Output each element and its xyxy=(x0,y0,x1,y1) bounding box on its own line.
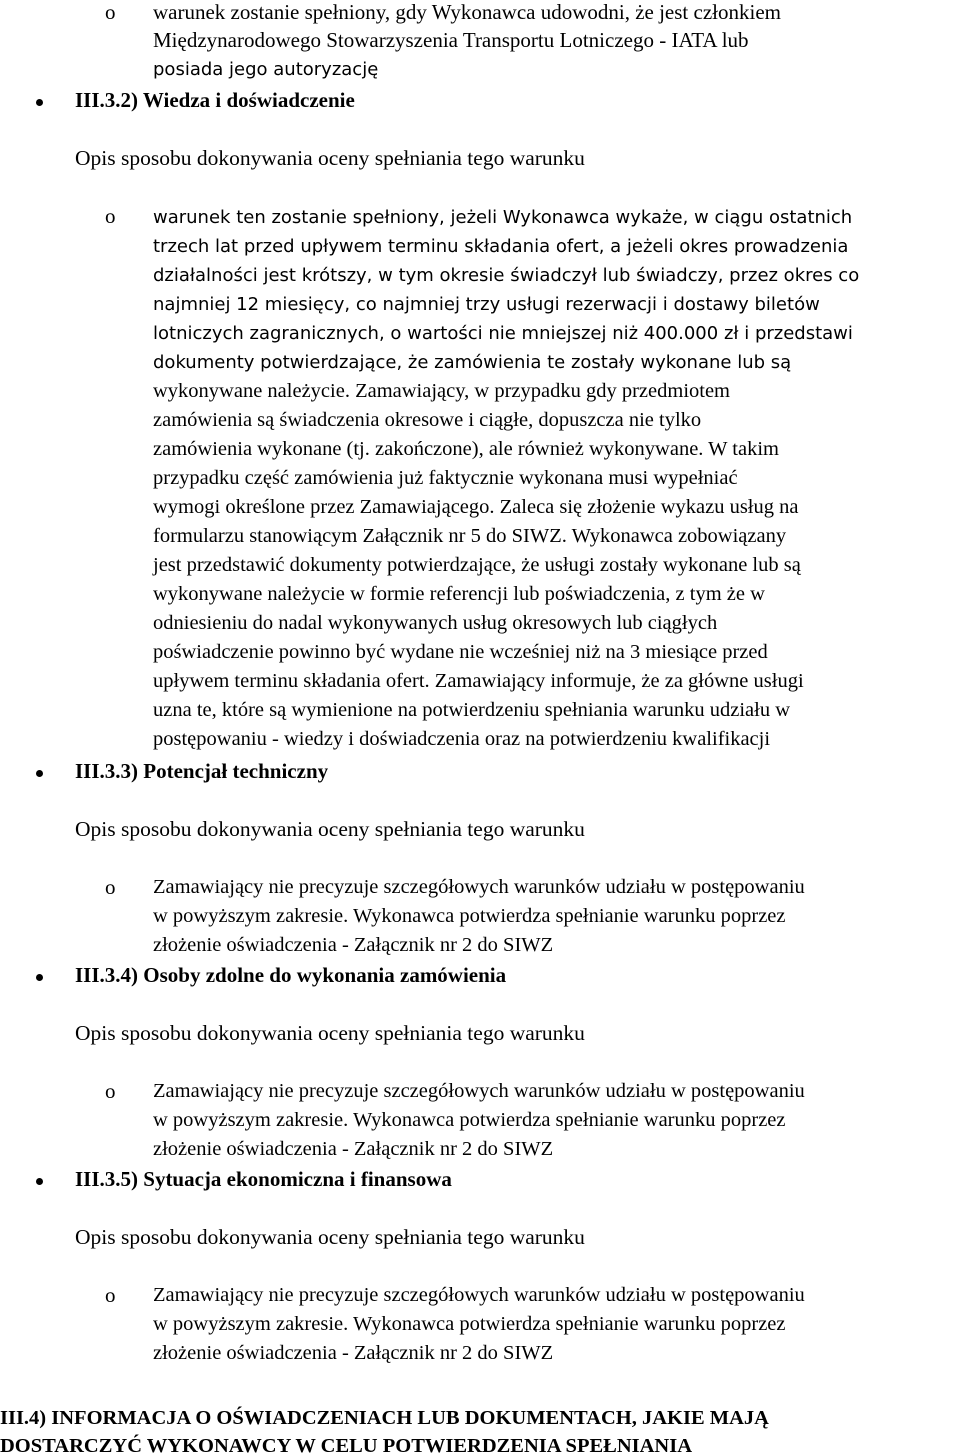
section-bullet-dot xyxy=(36,99,43,106)
section-item-line: Zamawiający nie precyzuje szczegółowych warunków udziału w postępowaniu xyxy=(153,1284,805,1306)
section-item-line: Zamawiający nie precyzuje szczegółowych warunków udziału w postępowaniu xyxy=(153,1080,805,1102)
section-item-line: trzech lat przed upływem terminu składania ofert, a jeżeli okres prowadzenia xyxy=(153,236,849,257)
section-item-line: dokumenty potwierdzające, że zamówienia te zostały wykonane lub są xyxy=(153,352,792,373)
intro-item-line: Międzynarodowego Stowarzyszenia Transportu Lotniczego - IATA lub xyxy=(153,28,749,52)
section-item-line: Zamawiający nie precyzuje szczegółowych warunków udziału w postępowaniu xyxy=(153,876,805,898)
section-opis: Opis sposobu dokonywania oceny spełniania tego warunku xyxy=(75,817,585,841)
list-bullet-o: o xyxy=(105,0,116,24)
list-bullet-o: o xyxy=(105,204,116,228)
section-item-line: wykonywane należycie w formie referencji lub poświadczenia, z tym że w xyxy=(153,583,765,605)
section-bullet-dot xyxy=(36,770,43,777)
section-bullet-dot xyxy=(36,974,43,981)
section-item-line: lotniczych zagranicznych, o wartości nie mniejszej niż 400.000 zł i przedstawi xyxy=(153,323,853,344)
section-bullet-dot xyxy=(36,1178,43,1185)
list-bullet-o: o xyxy=(105,1079,116,1103)
section-item-line: złożenie oświadczenia - Załącznik nr 2 do SIWZ xyxy=(153,1138,554,1160)
section-item-line: złożenie oświadczenia - Załącznik nr 2 do SIWZ xyxy=(153,1342,554,1364)
section-item-line: uzna te, które są wymienione na potwierdzeniu spełniania warunku udziału w xyxy=(153,699,791,721)
section-opis: Opis sposobu dokonywania oceny spełniania tego warunku xyxy=(75,1021,585,1045)
section-item-line: najmniej 12 miesięcy, co najmniej trzy usługi rezerwacji i dostawy biletów xyxy=(153,294,820,315)
section-heading: III.3.3) Potencjał techniczny xyxy=(75,759,329,783)
section-item-line: formularzu stanowiącym Załącznik nr 5 do SIWZ. Wykonawca zobowiązany xyxy=(153,525,787,547)
section-item-line: wykonywane należycie. Zamawiający, w przypadku gdy przedmiotem xyxy=(153,380,731,402)
section-item-line: upływem terminu składania ofert. Zamawiający informuje, że za główne usługi xyxy=(153,670,804,692)
section-opis: Opis sposobu dokonywania oceny spełniania tego warunku xyxy=(75,146,585,170)
section-item-line: zamówienia są świadczenia okresowe i ciągłe, dopuszcza nie tylko xyxy=(153,409,702,431)
list-bullet-o: o xyxy=(105,875,116,899)
section-item-line: w powyższym zakresie. Wykonawca potwierdza spełnianie warunku poprzez xyxy=(153,1313,786,1335)
section-heading: III.3.5) Sytuacja ekonomiczna i finansowa xyxy=(75,1167,452,1191)
section-item-line: w powyższym zakresie. Wykonawca potwierdza spełnianie warunku poprzez xyxy=(153,905,786,927)
section-item-line: warunek ten zostanie spełniony, jeżeli Wykonawca wykaże, w ciągu ostatnich xyxy=(153,207,853,228)
section-item-line: odniesieniu do nadal wykonywanych usług okresowych lub ciągłych xyxy=(153,612,718,634)
section-opis: Opis sposobu dokonywania oceny spełniania tego warunku xyxy=(75,1225,585,1249)
section-item-line: postępowaniu - wiedzy i doświadczenia oraz na potwierdzeniu kwalifikacji xyxy=(153,728,771,750)
section-heading: III.3.4) Osoby zdolne do wykonania zamówienia xyxy=(75,963,507,987)
intro-item-line: posiada jego autoryzację xyxy=(153,59,379,80)
final-heading-line: DOSTARCZYĆ WYKONAWCY W CELU POTWIERDZENIA SPEŁNIANIA xyxy=(0,1435,692,1456)
section-item-line: złożenie oświadczenia - Załącznik nr 2 do SIWZ xyxy=(153,934,554,956)
section-heading: III.3.2) Wiedza i doświadczenie xyxy=(75,88,355,112)
section-item-line: poświadczenie powinno być wydane nie wcześniej niż na 3 miesiące przed xyxy=(153,641,768,663)
section-item-line: jest przedstawić dokumenty potwierdzające, że usługi zostały wykonane lub są xyxy=(153,554,801,576)
list-bullet-o: o xyxy=(105,1283,116,1307)
section-item-line: wymogi określone przez Zamawiającego. Zaleca się złożenie wykazu usług na xyxy=(153,496,799,518)
final-heading-line: III.4) INFORMACJA O OŚWIADCZENIACH LUB DOKUMENTACH, JAKIE MAJĄ xyxy=(0,1407,769,1429)
section-item-line: w powyższym zakresie. Wykonawca potwierdza spełnianie warunku poprzez xyxy=(153,1109,786,1131)
intro-item-line: warunek zostanie spełniony, gdy Wykonawca udowodni, że jest członkiem xyxy=(153,0,781,24)
section-item-line: przypadku część zamówienia już faktycznie wykonana musi wypełniać xyxy=(153,467,738,489)
section-item-line: zamówienia wykonane (tj. zakończone), ale również wykonywane. W takim xyxy=(153,438,779,460)
section-item-line: działalności jest krótszy, w tym okresie świadczył lub świadczy, przez okres co xyxy=(153,265,860,286)
